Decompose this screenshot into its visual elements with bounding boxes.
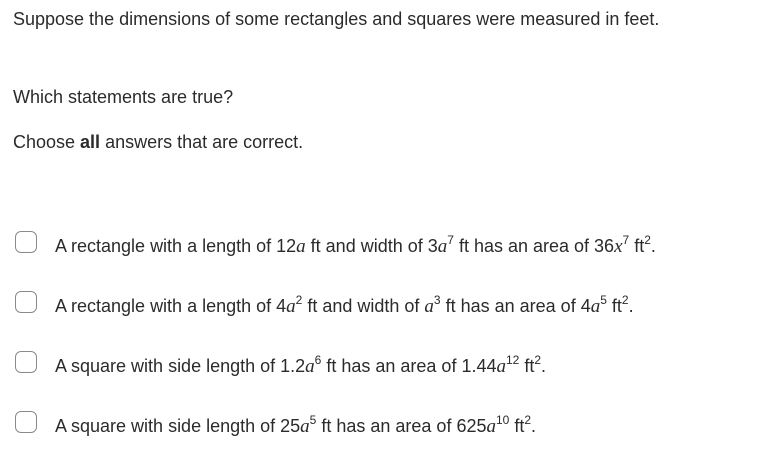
answer-option-2-label: A rectangle with a length of $4a^2$ ft and width of $a^3$ ft has an area of $4a^5$ $ft^2$.: [55, 293, 634, 317]
answer-option-1-label: A rectangle with a length of 12a ft and width of $3a^7$ ft has an area of $36x^7$ $ft^2$.: [55, 233, 656, 257]
answer-option-2[interactable]: [15, 291, 755, 325]
checkbox-icon[interactable]: [15, 351, 37, 373]
checkbox-icon[interactable]: [15, 231, 37, 253]
answer-option-1[interactable]: [15, 231, 755, 265]
problem-intro: Suppose the dimensions of some rectangles and squares were measured in feet.: [13, 9, 660, 29]
instruction-suffix: answers that are correct.: [100, 132, 304, 152]
answer-option-3-label: A square with side length of $1.2a^6$ ft has an area of $1.44a^{12}$ $ft^2$.: [55, 353, 547, 377]
answer-option-4[interactable]: [15, 411, 755, 445]
answer-option-4-label: A square with side length of $25a^5$ ft has an area of $625a^{10}$ $ft^2$.: [55, 413, 537, 437]
answer-option-3[interactable]: [15, 351, 755, 385]
question-text: Which statements are true?: [13, 87, 234, 107]
checkbox-icon[interactable]: [15, 411, 37, 433]
checkbox-icon[interactable]: [15, 291, 37, 313]
instruction-prefix: Choose: [13, 132, 81, 152]
instruction-emphasis: all: [80, 132, 101, 152]
instruction-text: [13, 131, 303, 153]
